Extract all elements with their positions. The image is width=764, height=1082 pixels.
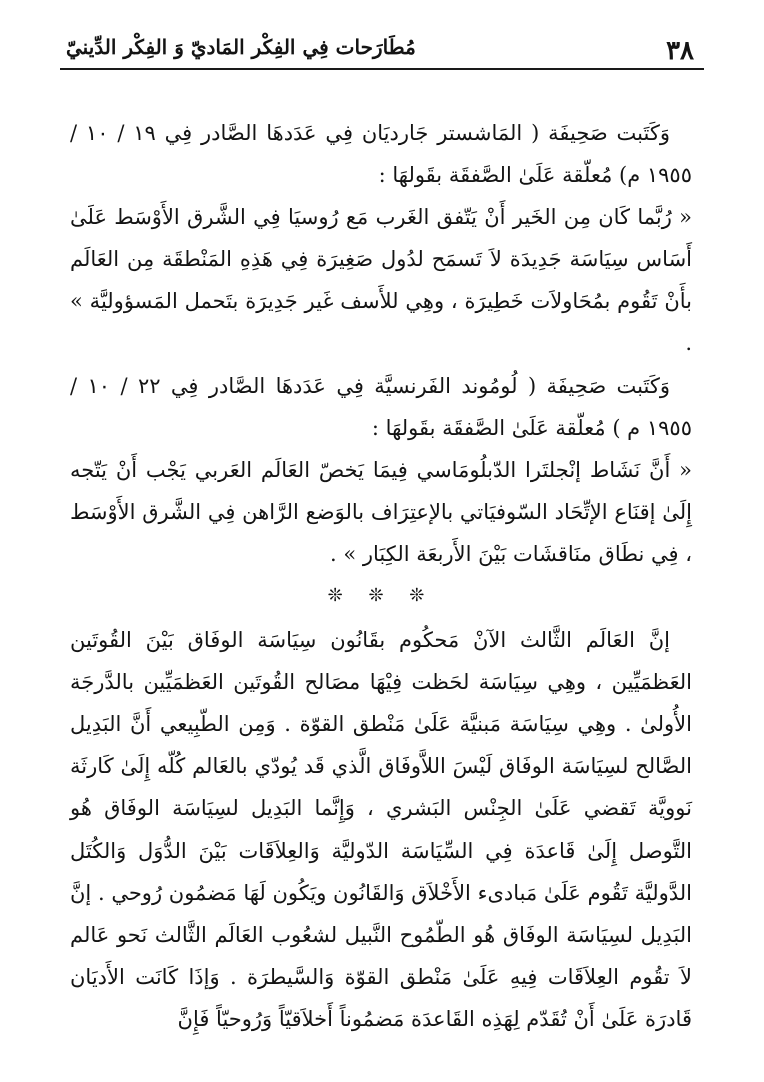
quote-guardian: « رُبَّما كَان مِن الخَير أَنْ يَتّفق الغَرب مَع رُوسيَا فِي الشَّرق الأَوْسَط عَلَىٰ أَسَاس سِيَاسَة جَدِيدَة لاَ تَسمَح لدُول صَغِيرَة فِي هَذِهِ المَنْطقَة مِن العَالَم بأَنْ تَقُوم بمُحَاولاَت خَطِيرَة ، وهِي للأَسف غَير جَدِيرَة بتَحمل المَسؤوليَّة » . xyxy=(70,205,692,356)
page-number: ٣٨ xyxy=(666,36,694,66)
body-text xyxy=(70,112,692,1040)
book-title: مُطَارَحات فِي الفِكْر المَاديّ وَ الفِكْر الدِّينيّ xyxy=(66,35,416,59)
section-separator: ❊ ❊ ❊ xyxy=(327,585,435,607)
paragraph-guardian-intro: وَكَتَبت صَحِيفَة ( المَاشستر جَارديَان فِي عَدَدهَا الصَّادر فِي ١٩ / ١٠ / ١٩٥٥ م) مُعلّقة عَلَىٰ الصَّفقَة بقَولهَا : xyxy=(70,121,692,188)
paragraph-third-world: إنَّ العَالَم الثَّالث الآنْ مَحكُوم بقَانُون سِيَاسَة الوفَاق بَيْنَ القُوتَين العَظمَيِّين ، وهِي سِيَاسَة لحَظت فِيْهَا مصَالح القُوتَين العَظمَيِّين بالدَّرجَة الأُولىٰ . وهِي سِيَاسَة مَبنيَّة عَلَىٰ مَنْطق القوّة . وَمِن الطّبِيعي أَنَّ البَدِيل الصَّالح لسِيَاسَة الوفَاق لَيْسَ اللاَّوفَاق الَّذي قَد يُودّي بالعَالم كُلّه إِلَىٰ كَارثَة نَوويَّة تَقضي عَلَىٰ الجِنْس البَشري ، وَإِنَّما البَدِيل لسِيَاسَة الوفَاق هُو التَّوصل إِلَىٰ قَاعدَة فِي السِّيَاسَة الدّوليَّة وَالعِلاَقَات بَيْنَ الدُّوَل وَالكُتَل الدَّوليَّة تَقُوم عَلَىٰ مَبادىء الأَخْلاَق وَالقَانُون ويَكُون لَهَا مَضمُون رُوحي . إنَّ البَدِيل لسِيَاسَة الوفَاق هُو الطّمُوح النَّبيل لشعُوب العَالَم الثَّالث نَحو عَالم لاَ تقُوم العِلاَقَات فِيهِ عَلَىٰ مَنْطق القوّة وَالسَّيطرَة . وَإذَا كَانَت الأَديَان قَادرَة عَلَىٰ أَنْ تُقَدّم لِهَذِه القَاعدَة مَضمُوناً أَخلاَقيّاً وَرُوحيّاً فَإِنَّ xyxy=(70,628,692,1031)
running-header xyxy=(60,28,704,70)
paragraph-lemonde-intro: وَكَتَبت صَحِيفَة ( لُومُوند الفَرنسيَّة فِي عَدَدهَا الصَّادر فِي ٢٢ / ١٠ / ١٩٥٥ م ) مُعلّقة عَلَىٰ الصَّفقَة بقَولهَا : xyxy=(70,373,692,440)
quote-lemonde: « أَنَّ نَشَاط إنْجلتَرا الدّبلُومَاسي فِيمَا يَخصّ العَالَم العَربي يَجْب أَنْ يَتّجه إِلَىٰ إقنَاع الإتِّحَاد السّوفيَاتي بالإعتِرَاف بالوَضع الرَّاهن فِي الشَّرق الأَوْسَط ، فِي نطَاق منَاقشَات بَيْنَ الأَربعَة الكِبَار » . xyxy=(70,457,692,566)
